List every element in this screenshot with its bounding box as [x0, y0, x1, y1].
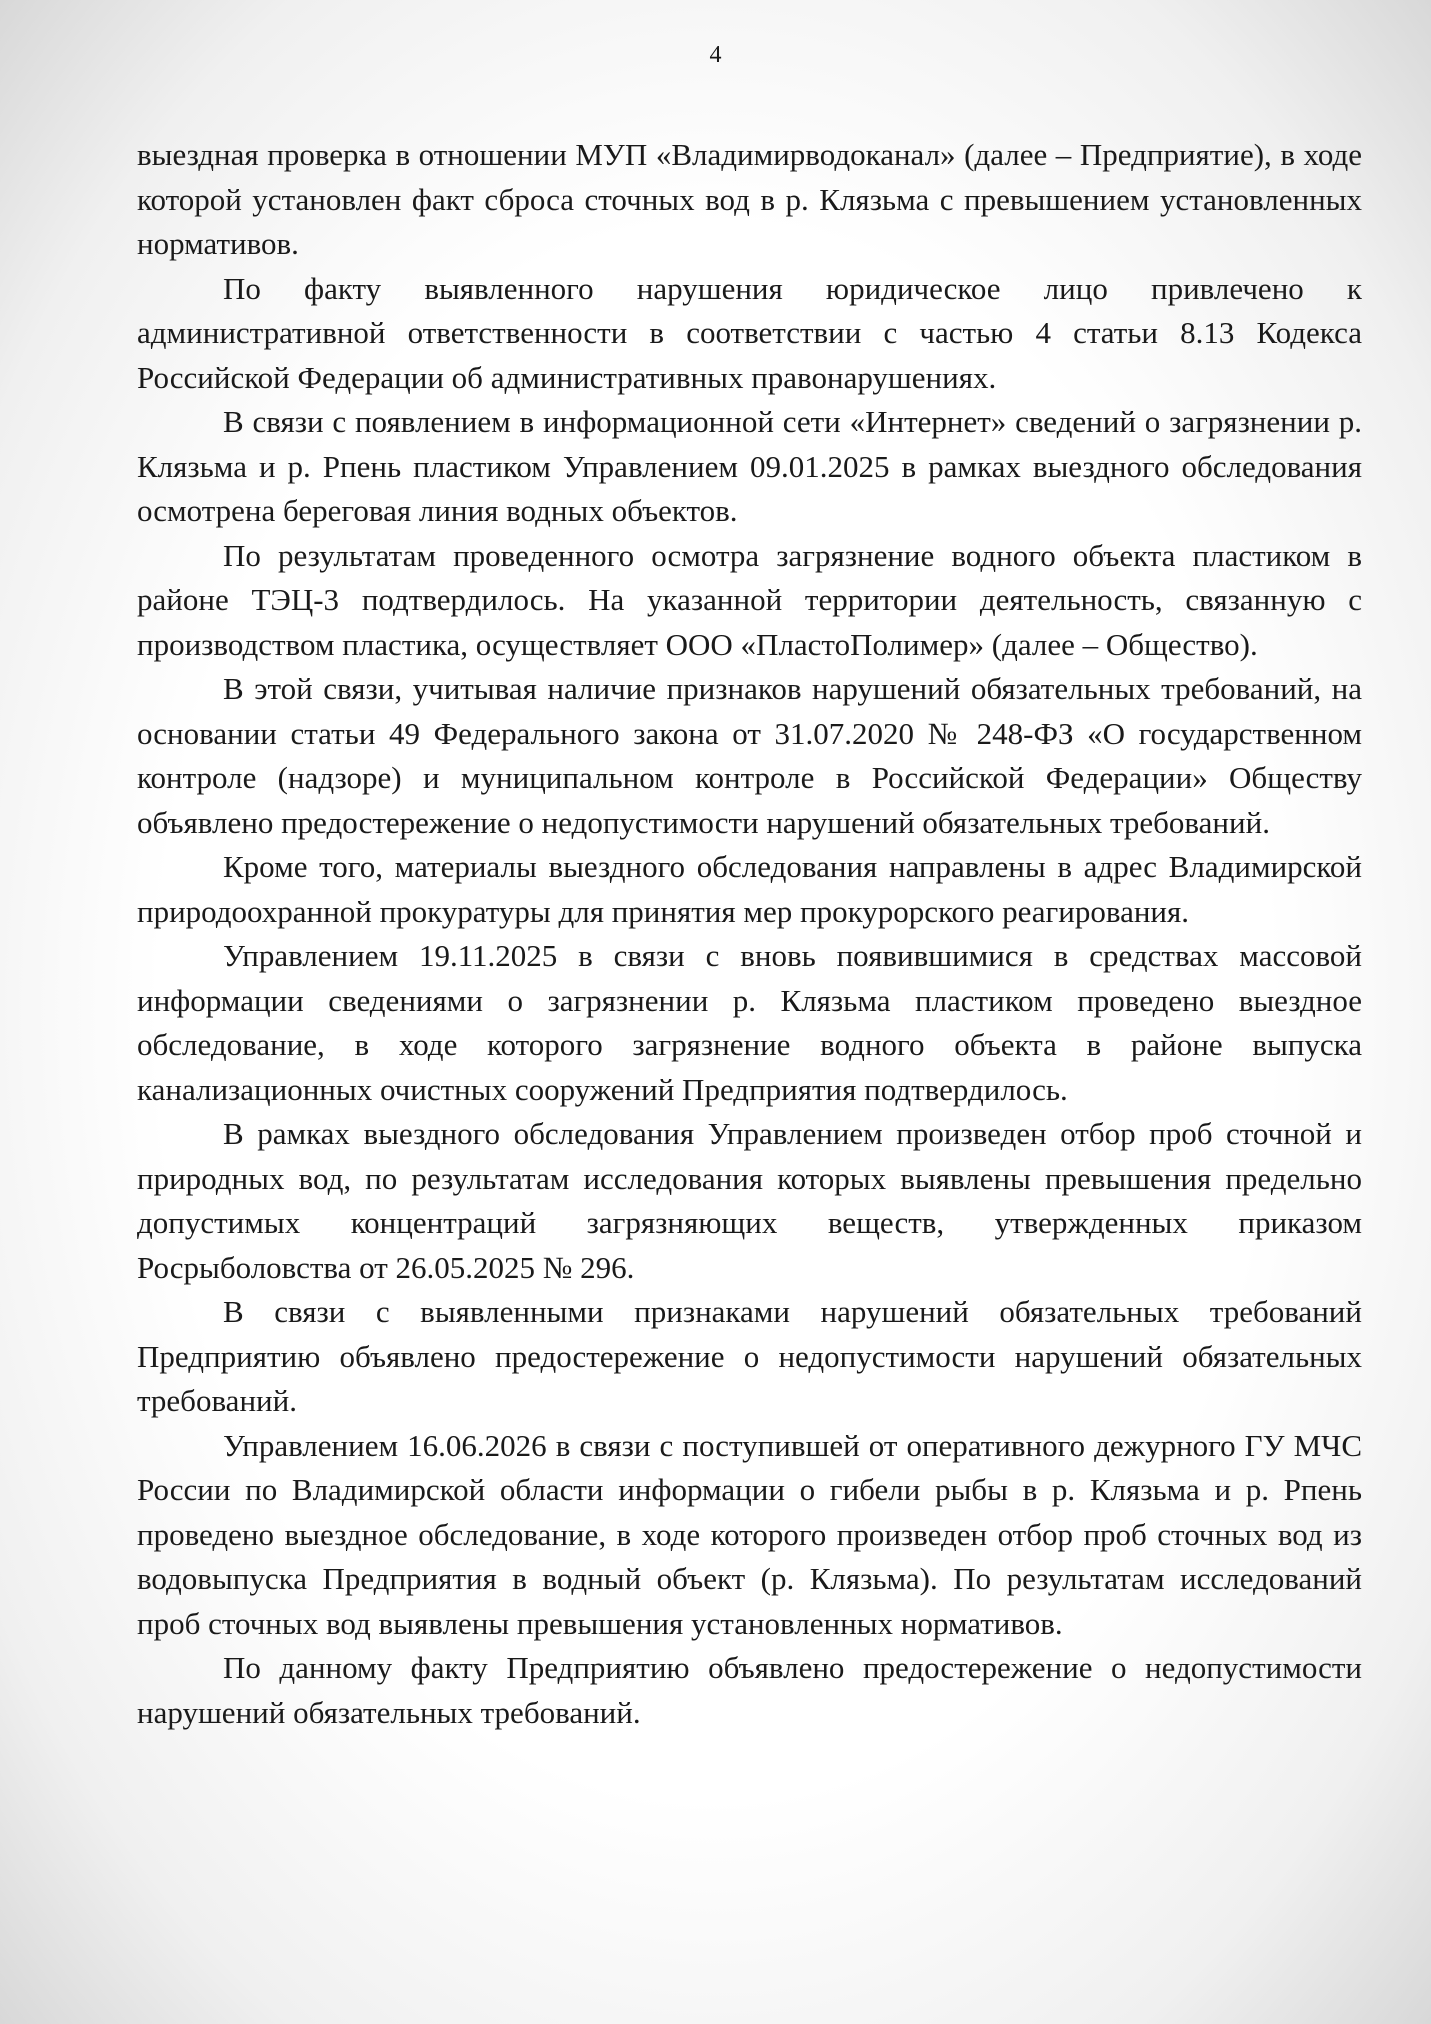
paragraph: Управлением 16.06.2026 в связи с поступившей от оперативного дежурного ГУ МЧС России по Владимирской области информации о гибели рыбы в р. Клязьма и р. Рпень проведено выездное обследование, в ходе которого произведен отбор проб сточных вод из водовыпуска Предприятия в водный объект (р. Клязьма). По результатам исследований проб сточных вод выявлены превышения установленных нормативов.	[137, 1427, 1362, 1641]
paragraph: В связи с выявленными признаками нарушений обязательных требований Предприятию объявлено предостережение о недопустимости нарушений обязательных требований.	[137, 1294, 1362, 1418]
paragraph: По факту выявленного нарушения юридическое лицо привлечено к административной ответственности в соответствии с частью 4 статьи 8.13 Кодекса Российской Федерации об административных правонарушениях.	[137, 270, 1362, 395]
paragraph: В этой связи, учитывая наличие признаков нарушений обязательных требований, на основании статьи 49 Федерального закона от 31.07.2020 № 248-ФЗ «О государственном контроле (надзоре) и муниципальном контроле в Российской Федерации» Обществу объявлено предостережение о недопустимости нарушений обязательных требований.	[137, 671, 1362, 840]
paragraph: В связи с появлением в информационной сети «Интернет» сведений о загрязнении р. Клязьма и р. Рпень пластиком Управлением 09.01.2025 в рамках выездного обследования осмотрена береговая линия водных объектов.	[137, 404, 1362, 528]
paragraph: По данному факту Предприятию объявлено предостережение о недопустимости нарушений обязательных требований.	[137, 1650, 1362, 1730]
paragraph: По результатам проведенного осмотра загрязнение водного объекта пластиком в районе ТЭЦ-3 подтвердилось. На указанной территории деятельность, связанную с производством пластика, осуществляет ООО «ПластоПолимер» (далее – Общество).	[137, 537, 1362, 662]
paragraph: В рамках выездного обследования Управлением произведен отбор проб сточной и природных вод, по результатам исследования которых выявлены превышения предельно допустимых концентраций загрязняющих веществ, утвержденных приказом Росрыболовства от 26.05.2025 № 296.	[137, 1116, 1362, 1285]
paragraph-continuation: выездная проверка в отношении МУП «Владимирводоканал» (далее – Предприятие), в ходе которой установлен факт сброса сточных вод в р. Клязьма с превышением установленных нормативов.	[137, 137, 1362, 261]
paragraph: Кроме того, материалы выездного обследования направлены в адрес Владимирской природоохранной прокуратуры для принятия мер прокурорского реагирования.	[137, 849, 1362, 929]
paragraph: Управлением 19.11.2025 в связи с вновь появившимися в средствах массовой информации сведениями о загрязнении р. Клязьма пластиком проведено выездное обследование, в ходе которого загрязнение водного объекта в районе выпуска канализационных очистных сооружений Предприятия подтвердилось.	[137, 938, 1362, 1107]
page-number: 4	[709, 42, 722, 68]
document-body	[137, 133, 1362, 1735]
